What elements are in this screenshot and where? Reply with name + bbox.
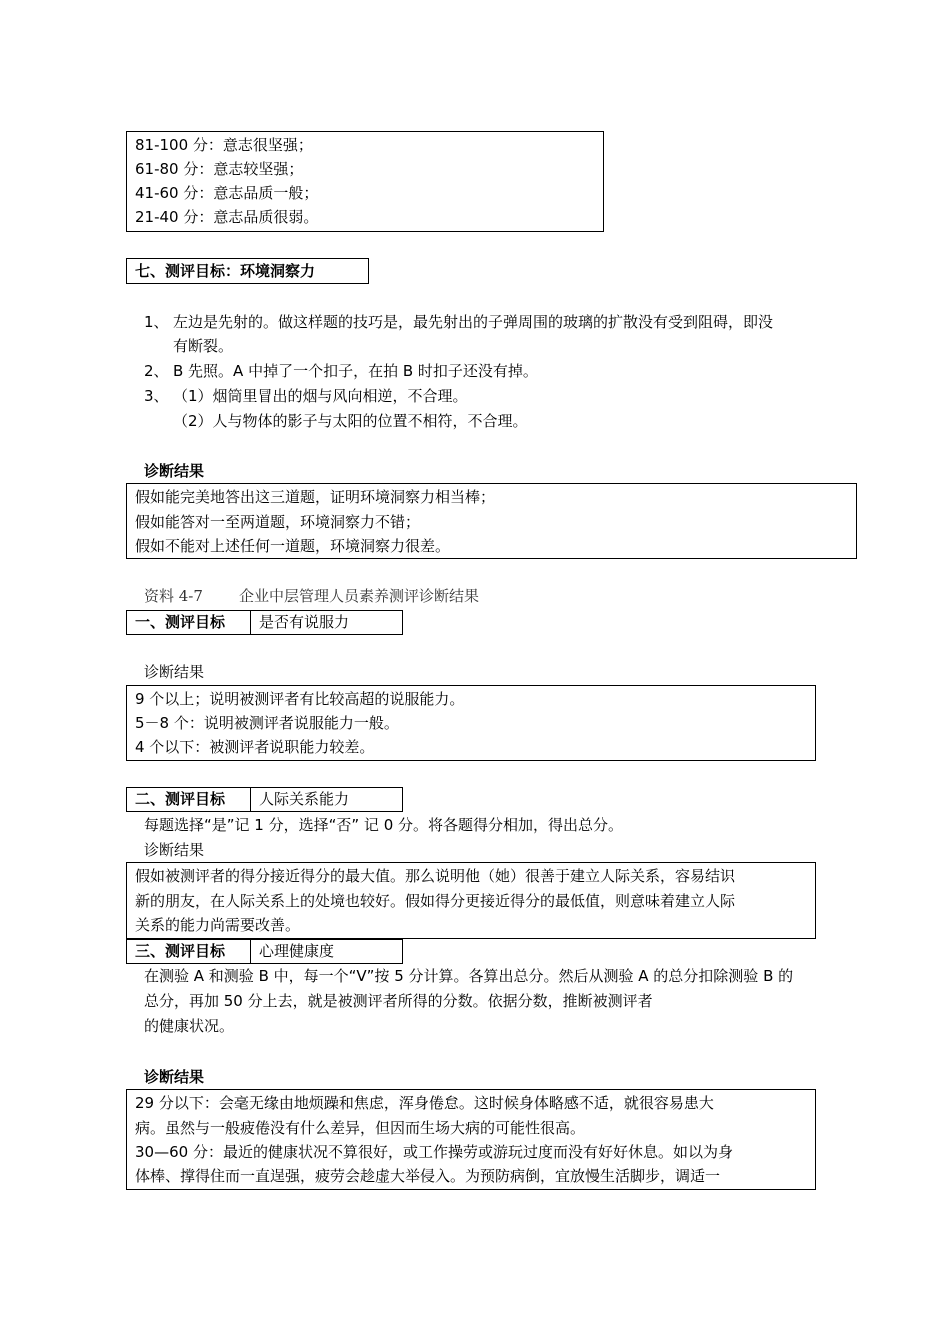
result-line: 4 个以下：被测评者说职能力较差。	[135, 738, 375, 756]
result-line: 体棒、撑得住而一直逞强，疲劳会趁虚大举侵入。为预防病倒，宜放慢生活脚步，调适一	[135, 1167, 721, 1185]
part2-tag-value: 人际关系能力	[259, 790, 350, 808]
result-line: 假如被测评者的得分接近得分的最大值。那么说明他（她）很善于建立人际关系，容易结识	[135, 867, 736, 885]
result-line: 81-100 分：意志很坚强；	[135, 136, 313, 154]
part3-tag-value: 心理健康度	[259, 942, 335, 960]
result-line: 关系的能力尚需要改善。	[135, 916, 301, 934]
part3-results-box	[126, 1089, 816, 1190]
result-line: 新的朋友，在人际关系上的处境也较好。假如得分更接近得分的最低值，则意味着建立人际	[135, 892, 736, 910]
part1-tag-label: 一、测评目标	[135, 613, 226, 631]
diagnosis-label: 诊断结果	[144, 462, 205, 480]
material-label: 资料 4-7	[144, 587, 203, 605]
result-line: 30—60 分：最近的健康状况不算很好，或工作操劳或游玩过度而没有好好休息。如以为身	[135, 1143, 733, 1161]
diagnosis-line: 假如能答对一至两道题，环境洞察力不错；	[135, 513, 421, 531]
willpower-results-box	[126, 131, 604, 232]
result-line: 29 分以下：会毫无缘由地烦躁和焦虑，浑身倦怠。这时候身体略感不适，就很容易患大	[135, 1094, 714, 1112]
part3-intro-line: 的健康状况。	[144, 1017, 235, 1035]
diagnosis-line: 假如能完美地答出这三道题，证明环境洞察力相当棒；	[135, 488, 496, 506]
material-title: 企业中层管理人员素养测评诊断结果	[239, 587, 480, 605]
result-line: 41-60 分：意志品质一般；	[135, 184, 319, 202]
result-line: 21-40 分：意志品质很弱。	[135, 208, 319, 226]
section-heading-text: 七、测评目标：环境洞察力	[135, 262, 316, 280]
item-text: （1）烟筒里冒出的烟与风向相逆，不合理。	[173, 387, 468, 405]
diagnosis-label: 诊断结果	[144, 1068, 205, 1086]
item-text: B 先照。A 中掉了一个扣子，在拍 B 时扣子还没有掉。	[173, 362, 538, 380]
part2-tag	[126, 787, 403, 812]
item-text: 左边是先射的。做这样题的技巧是，最先射出的子弹周围的玻璃的扩散没有受到阻碍，即没	[173, 313, 774, 331]
item-number: 1、	[144, 313, 169, 331]
diagnosis-line: 假如不能对上述任何一道题，环境洞察力很差。	[135, 537, 451, 555]
part2-results-box	[126, 862, 816, 939]
part1-tag	[126, 610, 403, 635]
part3-intro-line: 在测验 A 和测验 B 中，每一个“V”按 5 分计算。各算出总分。然后从测验 A 的总分扣除测验 B 的	[144, 967, 794, 985]
part1-tag-value: 是否有说服力	[259, 613, 350, 631]
part3-tag	[126, 939, 403, 964]
item-text-cont: （2）人与物体的影子与太阳的位置不相符，不合理。	[173, 412, 528, 430]
part1-results-box	[126, 685, 816, 761]
part3-tag-label: 三、测评目标	[135, 942, 226, 960]
item-number: 3、	[144, 387, 169, 405]
section-heading	[126, 258, 369, 284]
result-line: 9 个以上；说明被测评者有比较高超的说服能力。	[135, 690, 465, 708]
result-line: 病。虽然与一般疲倦没有什么差异，但因而生场大病的可能性很高。	[135, 1119, 586, 1137]
result-line: 5－8 个：说明被测评者说服能力一般。	[135, 714, 399, 732]
item-text-cont: 有断裂。	[173, 337, 234, 355]
item-number: 2、	[144, 362, 169, 380]
result-line: 61-80 分：意志较坚强；	[135, 160, 304, 178]
part2-tag-label: 二、测评目标	[135, 790, 226, 808]
part3-intro-line: 总分，再加 50 分上去，就是被测评者所得的分数。依据分数，推断被测评者	[144, 992, 653, 1010]
part2-intro: 每题选择“是”记 1 分，选择“否” 记 0 分。将各题得分相加，得出总分。	[144, 816, 624, 834]
diagnosis-label: 诊断结果	[144, 663, 205, 681]
diagnosis-box	[126, 483, 857, 559]
diagnosis-label: 诊断结果	[144, 841, 205, 859]
